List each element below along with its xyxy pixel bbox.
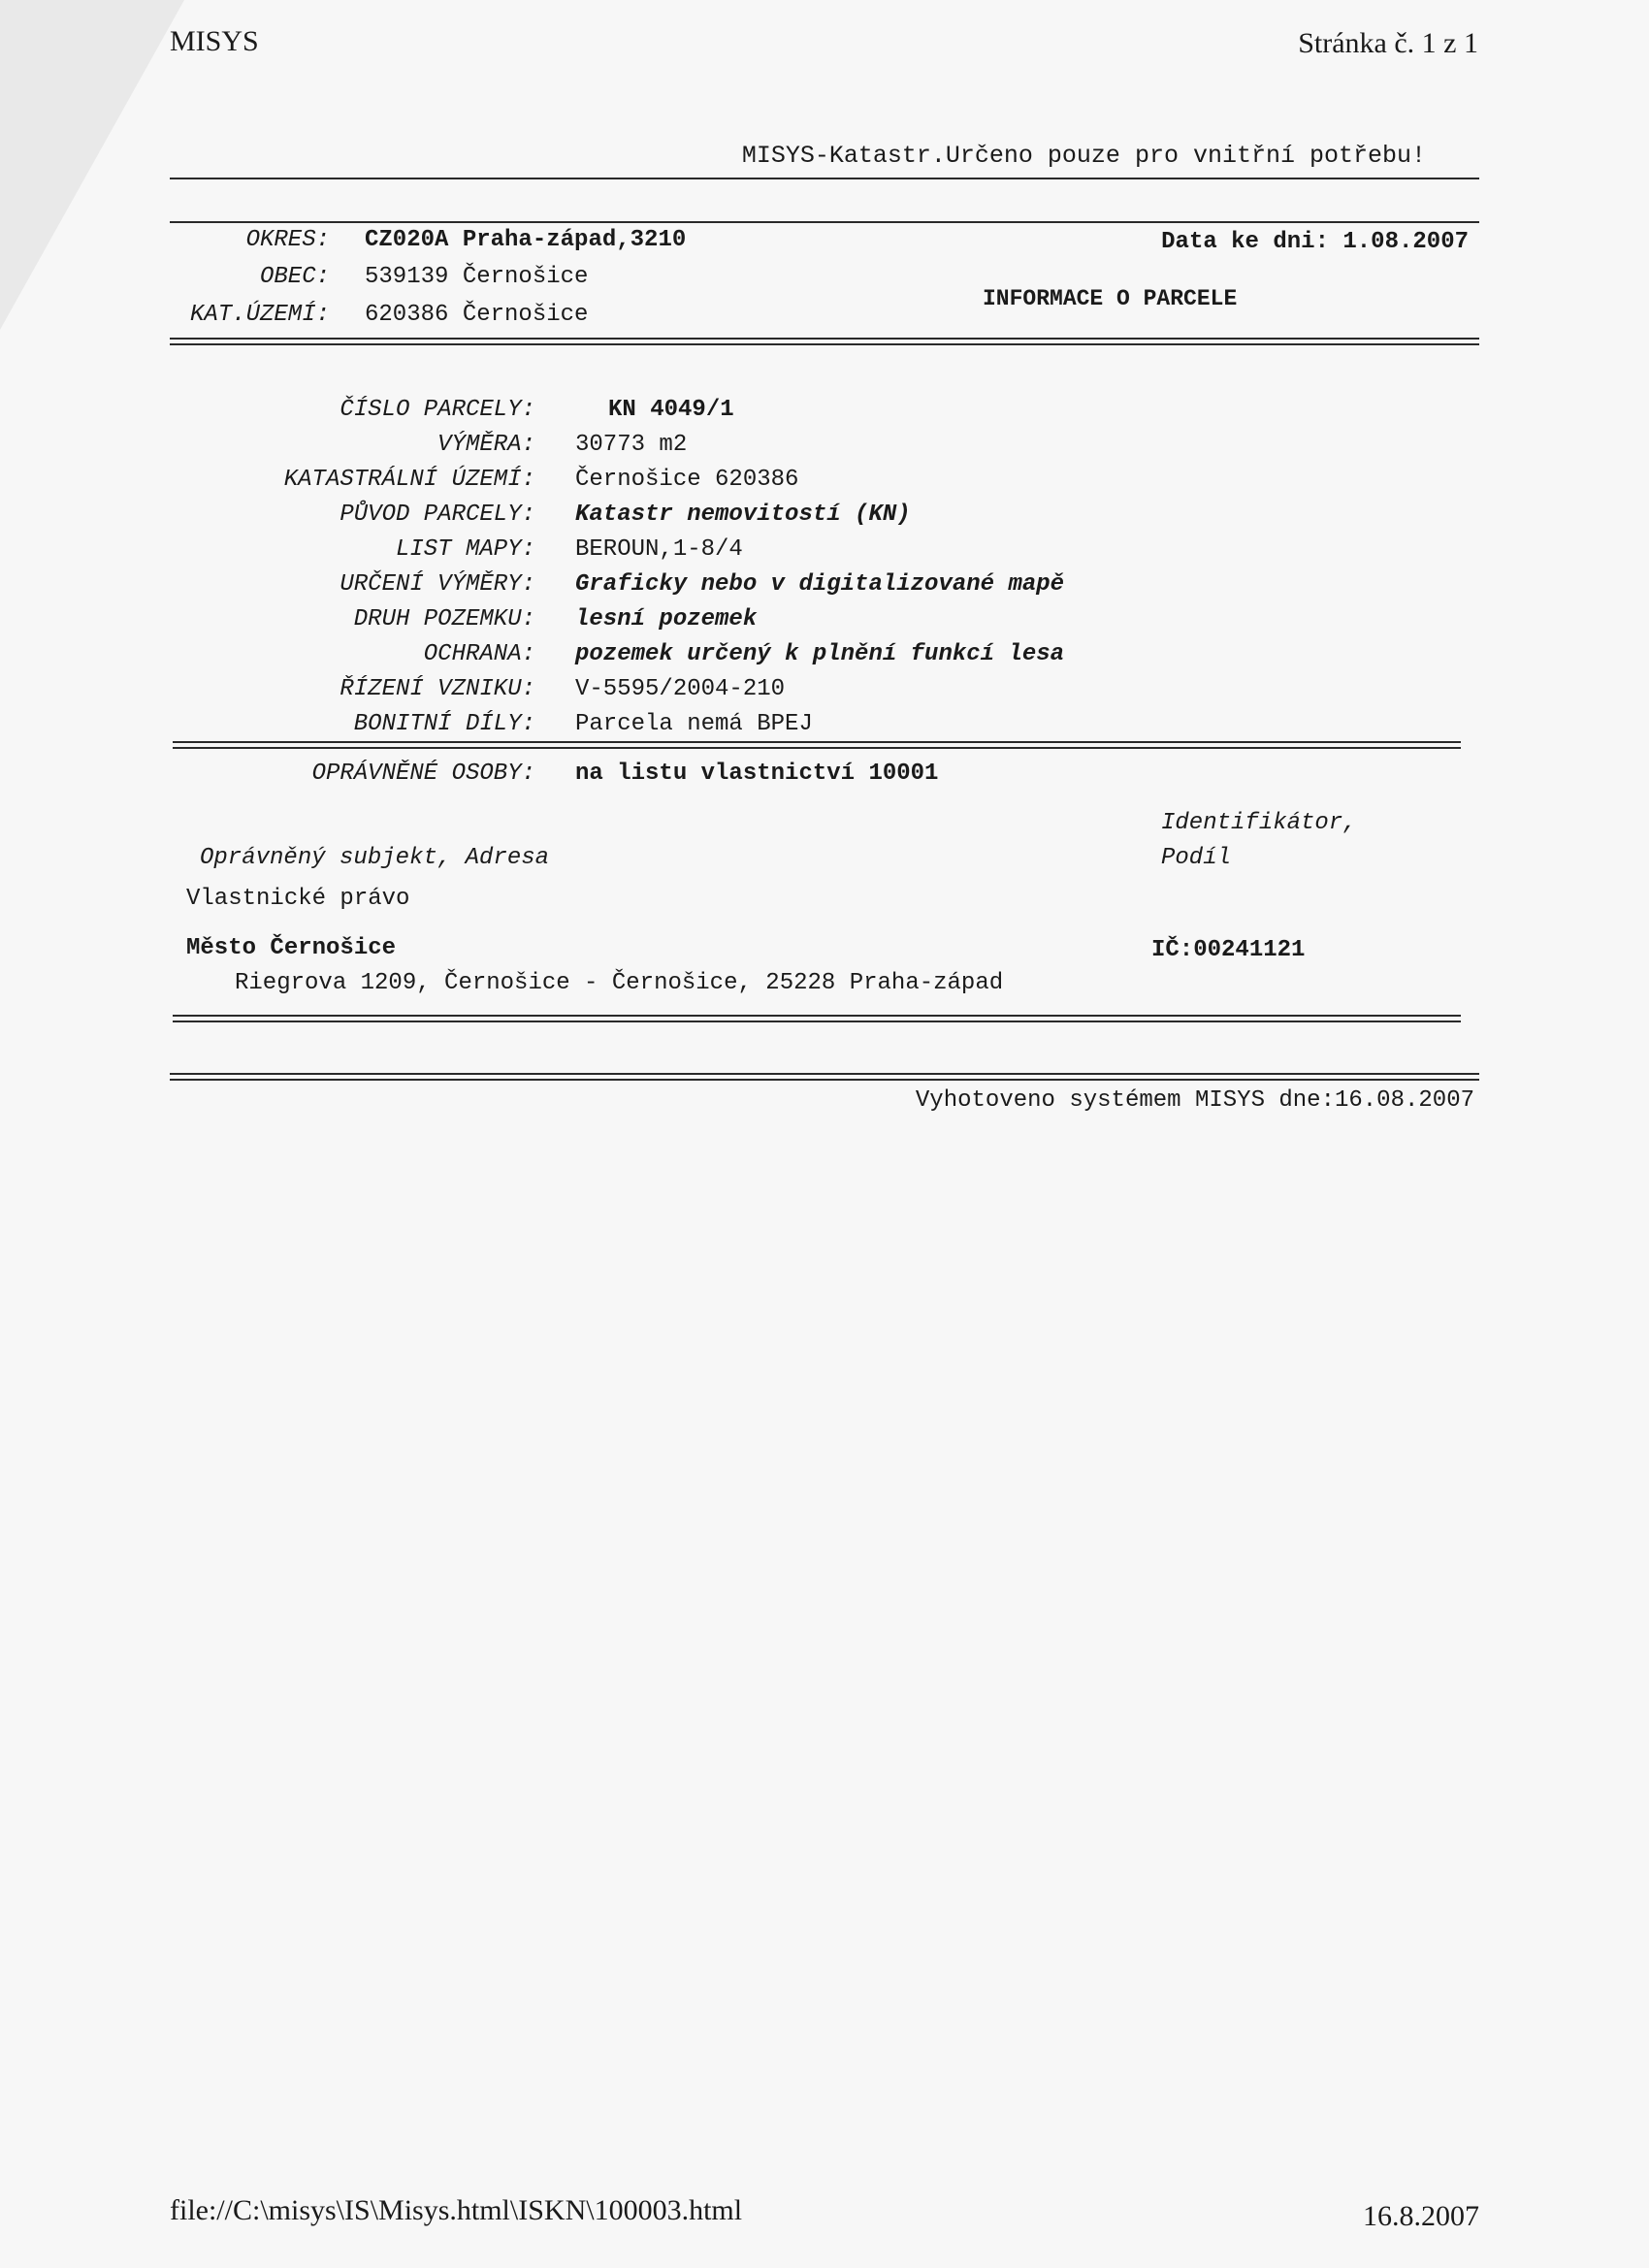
owner-ico: IČ:00241121 <box>1151 937 1306 963</box>
file-path: file://C:\misys\IS\Misys.html\ISKN\100003.html <box>170 2194 743 2226</box>
okres-value: CZ020A Praha-západ,3210 <box>365 227 687 253</box>
ochrana-value: pozemek určený k plnění funkcí lesa <box>575 641 1065 667</box>
kat-uzemi-value: 620386 Černošice <box>365 302 589 328</box>
owner-address: Riegrova 1209, Černošice - Černošice, 25228 Praha-západ <box>235 970 1004 996</box>
bonitni-dily-value: Parcela nemá BPEJ <box>575 711 813 737</box>
okres-label: OKRES: <box>245 227 330 253</box>
page-counter: Stránka č. 1 z 1 <box>1298 27 1478 59</box>
right-type: Vlastnické právo <box>186 886 410 912</box>
internal-use-banner: MISYS-Katastr.Určeno pouze pro vnitřní potřebu! <box>741 142 1426 170</box>
report-title: INFORMACE O PARCELE <box>983 286 1238 311</box>
header-top-rule <box>170 221 1479 223</box>
druh-pozemku-label: DRUH POZEMKU: <box>353 606 535 632</box>
rizeni-vzniku-value: V-5595/2004-210 <box>575 676 786 702</box>
header-bottom-rule <box>170 338 1479 345</box>
vymera-value: 30773 m2 <box>575 432 688 458</box>
owners-bottom-rule <box>173 1015 1461 1022</box>
owner-name: Město Černošice <box>186 935 397 961</box>
podil-header: Podíl <box>1161 845 1232 871</box>
katastralni-uzemi-label: KATASTRÁLNÍ ÚZEMÍ: <box>283 467 535 493</box>
banner-rule <box>170 178 1479 179</box>
ochrana-label: OCHRANA: <box>423 641 535 667</box>
puvod-parcely-value: Katastr nemovitostí (KN) <box>575 502 911 528</box>
app-name: MISYS <box>170 25 259 57</box>
generated-note: Vyhotoveno systémem MISYS dne:16.08.2007 <box>915 1087 1474 1114</box>
druh-pozemku-value: lesní pozemek <box>575 606 758 632</box>
list-mapy-label: LIST MAPY: <box>395 536 535 563</box>
obec-label: OBEC: <box>259 264 330 290</box>
print-date: 16.8.2007 <box>1363 2200 1479 2232</box>
list-mapy-value: BEROUN,1-8/4 <box>575 536 743 563</box>
puvod-parcely-label: PŮVOD PARCELY: <box>340 502 535 528</box>
footer-top-rule <box>170 1073 1479 1081</box>
identifikator-header: Identifikátor, <box>1161 810 1357 836</box>
subject-header: Oprávněný subjekt, Adresa <box>200 845 550 871</box>
opravnene-osoby-label: OPRÁVNĚNÉ OSOBY: <box>311 761 535 787</box>
urceni-vymery-value: Graficky nebo v digitalizované mapě <box>575 571 1065 598</box>
kat-uzemi-label: KAT.ÚZEMÍ: <box>189 302 330 328</box>
rizeni-vzniku-label: ŘÍZENÍ VZNIKU: <box>340 676 535 702</box>
cislo-parcely-value: KN 4049/1 <box>608 397 734 423</box>
obec-value: 539139 Černošice <box>365 264 589 290</box>
vymera-label: VÝMĚRA: <box>437 432 535 458</box>
urceni-vymery-label: URČENÍ VÝMĚRY: <box>340 571 535 598</box>
katastralni-uzemi-value: Černošice 620386 <box>575 467 799 493</box>
parcel-bottom-rule <box>173 741 1461 749</box>
cislo-parcely-label: ČÍSLO PARCELY: <box>340 397 535 423</box>
bonitni-dily-label: BONITNÍ DÍLY: <box>353 711 535 737</box>
opravnene-osoby-value: na listu vlastnictví 10001 <box>575 761 939 787</box>
data-date: Data ke dni: 1.08.2007 <box>1161 229 1469 255</box>
